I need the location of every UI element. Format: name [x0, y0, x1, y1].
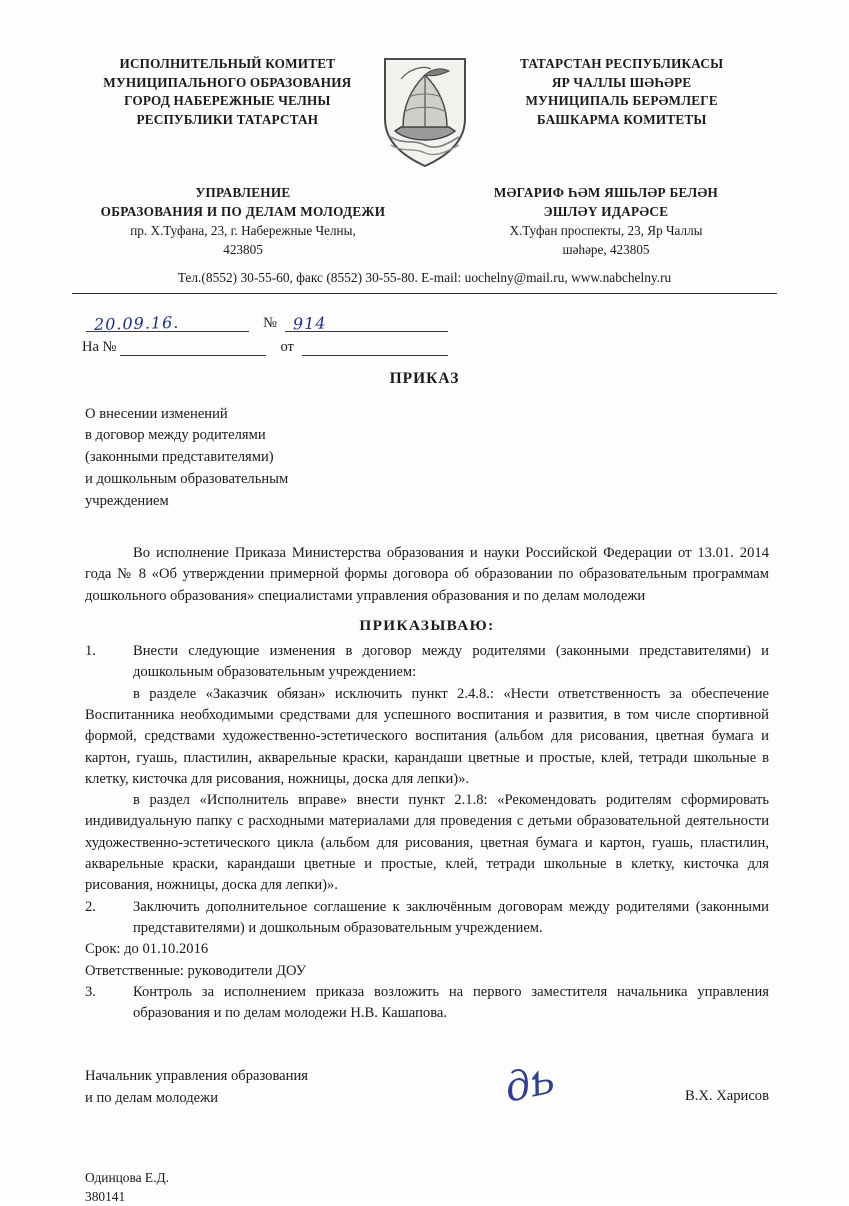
date-line[interactable]	[86, 314, 249, 332]
letterhead-russian-title	[78, 55, 377, 130]
address-tt-line-2: шәһәре, 423805	[441, 240, 771, 259]
from-label: от	[270, 339, 297, 356]
reference-row-date	[82, 308, 452, 332]
letterhead-ru-line-4: РЕСПУБЛИКИ ТАТАРСТАН	[78, 111, 377, 130]
reference-row-reply	[82, 332, 452, 356]
clause-dash-1: в разделе «Заказчик обязан» исключить пункт 2.4.8.: «Нести ответственность за обеспечение Воспитанника необходимыми средствами для успешного воспитания и развития, в том числе спортивной формой, средствами художественно-эстетического воспитания (альбом для рисования, цветная бумага и картон, гуашь, пластилин, акварельные краски, карандаши цветные и простые, клей, тетради школьные в клетку, кисточка для рисования, ножницы, доска для лепки)».	[85, 684, 769, 790]
responsible-line: Ответственные: руководители ДОУ	[85, 961, 769, 982]
letterhead-ru-line-3: ГОРОД НАБЕРЕЖНЫЕ ЧЕЛНЫ	[78, 92, 377, 111]
document-body	[85, 543, 769, 1024]
reply-line[interactable]	[120, 338, 266, 356]
dept-tt-line-1: МӘГАРИФ ҺӘМ ЯШЬЛӘР БЕЛӘН	[441, 183, 771, 202]
preamble-paragraph: Во исполнение Приказа Министерства образования и науки Российской Федерации от 13.01. 2014 года № 8 «Об утверждении примерной формы договора об образовании по образовательным программам дошкольного образования» специалистами управления образования и по делам молодежи	[85, 543, 769, 607]
clause-2-number: 2.	[85, 897, 133, 940]
address-tt-line-1: Х.Туфан проспекты, 23, Яр Чаллы	[441, 221, 771, 240]
clause-dash-2: в раздел «Исполнитель вправе» внести пункт 2.1.8: «Рекомендовать родителям сформировать индивидуальную папку с расходными материалами для проведения с детьми образовательной деятельности художественно-эстетического цикла (альбом для рисования, цветная бумага и картон, гуашь, пластилин, акварельные краски, карандаши цветные и простые, клей, тетради школьные в клетку, кисточка для рисования, ножницы, доска для лепки)».	[85, 790, 769, 896]
dept-ru-line-2: ОБРАЗОВАНИЯ И ПО ДЕЛАМ МОЛОДЕЖИ	[78, 202, 408, 221]
dept-ru-line-1: УПРАВЛЕНИЕ	[78, 183, 408, 202]
letterhead-tatar-title	[472, 55, 771, 130]
contacts-line: Тел.(8552) 30-55-60, факс (8552) 30-55-80. E-mail: uochelny@mail.ru, www.nabchelny.ru	[0, 260, 849, 286]
page-title: ПРИКАЗ	[0, 370, 849, 388]
clause-3	[85, 982, 769, 1025]
executor-phone: 380141	[85, 1187, 849, 1206]
signer-position-line-1: Начальник управления образования	[85, 1066, 415, 1088]
signer-position-line-2: и по делам молодежи	[85, 1088, 415, 1110]
department-tatar	[441, 183, 771, 260]
clause-1-text: Внести следующие изменения в договор между родителями (законными представителями) и дошкольным образовательным учреждением:	[133, 641, 769, 684]
number-value: 914	[285, 313, 327, 333]
date-value: 20.09.16.	[86, 312, 180, 333]
executor-name: Одинцова Е.Д.	[85, 1168, 849, 1187]
clause-1	[85, 641, 769, 684]
letterhead-tt-line-3: МУНИЦИПАЛЬ БЕРӘМЛЕГЕ	[472, 92, 771, 111]
subject-line-5: учреждением	[85, 491, 415, 513]
clause-2-text: Заключить дополнительное соглашение к заключённым договорам между родителями (законными представителями) и дошкольным образовательным учреждением.	[133, 897, 769, 940]
handwritten-signature: дƄ	[499, 1050, 561, 1119]
clause-3-number: 3.	[85, 982, 133, 1025]
subject-line-4: и дошкольным образовательным	[85, 469, 415, 491]
executor-block	[85, 1168, 849, 1206]
header-divider	[72, 293, 777, 294]
reply-label: На №	[82, 339, 116, 356]
subject-block	[85, 404, 415, 513]
letterhead-tt-line-4: БАШКАРМА КОМИТЕТЫ	[472, 111, 771, 130]
letterhead-tt-line-2: ЯР ЧАЛЛЫ ШӘҺӘРЕ	[472, 74, 771, 93]
coat-of-arms-emblem	[377, 55, 473, 169]
department-block	[0, 169, 849, 260]
subject-line-2: в договор между родителями	[85, 425, 415, 447]
reference-block	[82, 308, 452, 356]
signature-block	[85, 1066, 769, 1110]
signer-position	[85, 1066, 415, 1110]
clause-3-text: Контроль за исполнением приказа возложить на первого заместителя начальника управления образования и по делам молодежи Н.В. Кашапова.	[133, 982, 769, 1025]
address-ru-line-2: 423805	[78, 240, 408, 259]
clause-1-number: 1.	[85, 641, 133, 684]
clause-2	[85, 897, 769, 940]
signer-name: В.Х. Харисов	[685, 1086, 769, 1110]
number-line[interactable]	[285, 314, 448, 332]
subject-line-1: О внесении изменений	[85, 404, 415, 426]
number-label: №	[253, 315, 281, 332]
letterhead-ru-line-1: ИСПОЛНИТЕЛЬНЫЙ КОМИТЕТ	[78, 55, 377, 74]
deadline-line: Срок: до 01.10.2016	[85, 939, 769, 960]
from-line[interactable]	[302, 338, 448, 356]
address-ru-line-1: пр. Х.Туфана, 23, г. Набережные Челны,	[78, 221, 408, 240]
letterhead-tt-line-1: ТАТАРСТАН РЕСПУБЛИКАСЫ	[472, 55, 771, 74]
subject-line-3: (законными представителями)	[85, 447, 415, 469]
order-keyword: ПРИКАЗЫВАЮ:	[85, 615, 769, 637]
letterhead-ru-line-2: МУНИЦИПАЛЬНОГО ОБРАЗОВАНИЯ	[78, 74, 377, 93]
letterhead	[0, 0, 849, 169]
department-russian	[78, 183, 408, 260]
dept-tt-line-2: ЭШЛӘҮ ИДАРӘСЕ	[441, 202, 771, 221]
